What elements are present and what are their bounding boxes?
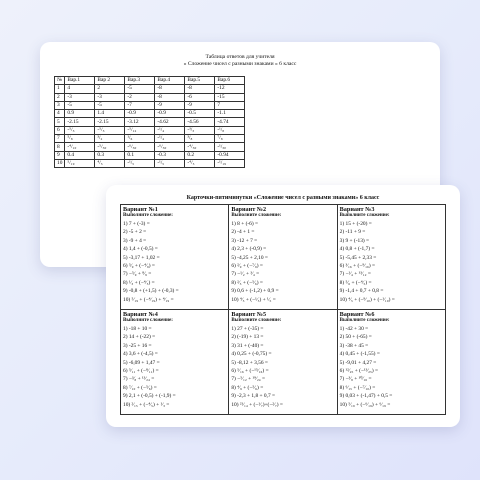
task-item: 8) ⁵⁄₆ + (−⁴⁄₅) = <box>339 279 372 286</box>
variant-header: Вариант №6 <box>339 311 375 318</box>
variant-card-5 <box>229 310 337 415</box>
answer-table-cell: -12 <box>215 85 245 93</box>
variants-row <box>121 205 446 310</box>
task-item: 3) -9 + 4 = <box>123 237 147 244</box>
answer-table-cell: -¹/₄ <box>155 135 185 143</box>
answer-table-row <box>55 101 245 109</box>
answer-table-cell: -¹/₅ <box>155 159 185 167</box>
task-item: 4) 0,45 + (-1,55) = <box>339 351 380 358</box>
answer-table-cell: -8 <box>155 85 185 93</box>
variant-header: Вариант №4 <box>123 311 158 318</box>
task-item: 1) 7 + (-3) = <box>123 221 150 227</box>
answer-table-cell: 0.9 <box>65 110 95 118</box>
task-item: 8) ²⁄₅ + (−⁵⁄₆) = <box>231 279 263 286</box>
answer-table-header-cell: Вар 2 <box>95 77 125 85</box>
answer-table-cell: 0.3 <box>95 151 125 159</box>
task-item: 4) 0,25 + (-0,75) = <box>231 351 272 358</box>
task-item: 1) -18 + 10 = <box>123 326 152 332</box>
task-item: 2) (-19) + 13 = <box>231 334 264 341</box>
task-sheet-title: Карточки-пятиминутки «Сложение чисел с разными знаками» 6 класс <box>186 195 380 201</box>
task-item: 9) -1,4 + 0,7 + 0,8 = <box>339 288 384 295</box>
answer-table-cell: -15 <box>215 93 245 101</box>
task-item: 7) −¹⁄₂ + ³⁄₄ = <box>231 271 260 278</box>
answer-table-cell: 3 <box>55 101 65 109</box>
answer-table-cell: 1.4 <box>95 110 125 118</box>
answer-table-header-row <box>55 77 245 85</box>
task-item: 10) ⁴⁄₅ + (−¹⁄₅) + ¹⁄₅ = <box>231 296 276 303</box>
answer-table-cell: -⁵/₃ <box>95 126 125 134</box>
answer-table-cell: -5 <box>125 85 155 93</box>
answer-table-cell: 0.4 <box>65 151 95 159</box>
variant-card-2 <box>229 205 337 310</box>
variant-card-3 <box>337 205 445 310</box>
task-item: 3) -25 + 16 = <box>123 342 152 349</box>
answer-table-cell: 7 <box>55 135 65 143</box>
task-item: 10) ²⁄₁₅ + (−⁴⁄₅) + ¹⁄₃ = <box>123 401 170 408</box>
answer-table-header-cell: Вар.6 <box>215 77 245 85</box>
variant-instruction: Выполните сложение: <box>339 213 390 218</box>
task-item: 6) ³⁄₁₆ + (−⁹⁄₁₆) = <box>339 263 376 270</box>
answer-table-cell: -6 <box>185 93 215 101</box>
answer-table-cell: -0.5 <box>185 110 215 118</box>
answer-table-cell: -2.15 <box>65 118 95 126</box>
answer-table-row <box>55 151 245 159</box>
variants-grid <box>120 204 446 415</box>
task-item: 8) ⁴⁄₉ + (−⁵⁄₆) = <box>231 384 264 391</box>
answer-table-header-cell: № <box>55 77 65 85</box>
answer-table-cell: 8 <box>55 143 65 151</box>
task-item: 6) ²⁄₉ + (−⁷⁄₉) = <box>231 263 263 270</box>
answer-table-cell: -9 <box>155 101 185 109</box>
task-item: 2) -11 + 9 = <box>339 229 366 236</box>
answer-table-cell: 4 <box>55 110 65 118</box>
task-item: 10) ²¹⁄₁₄ + (−¹⁄₇)+(−²⁄₇) = <box>231 401 283 408</box>
answer-table-cell: 4 <box>65 85 95 93</box>
answer-table-cell: ³/₂ <box>95 135 125 143</box>
task-item: 9) -2,3 + 1,8 + 0,7 = <box>231 393 276 400</box>
variant-header: Вариант №5 <box>231 311 267 318</box>
variant-instruction: Выполните сложение: <box>123 318 173 323</box>
task-item: 2) 50 + (-65) = <box>339 334 372 341</box>
variant-header: Вариант №2 <box>231 206 267 213</box>
answer-table-cell: ⁴/₅ <box>95 159 125 167</box>
answer-table-cell: -⁶/₃₀ <box>155 143 185 151</box>
answer-table-row <box>55 110 245 118</box>
task-item: 3) -12 + 7 = <box>231 237 258 244</box>
answer-table-header-cell: Вар.3 <box>125 77 155 85</box>
answer-table-cell: -⁴/₃₀ <box>185 143 215 151</box>
answer-table-cell: -3 <box>95 93 125 101</box>
task-item: 10) ⁵⁄₁₉ + (−⁶⁄₁₉) + ⁶⁄₁₉ = <box>339 401 391 408</box>
answer-table-header-cell: Вар.5 <box>185 77 215 85</box>
task-item: 4) 3,6 + (-4,5) = <box>123 351 158 358</box>
answer-table-title <box>40 54 440 67</box>
variant-card-1 <box>121 205 229 310</box>
answer-table-cell: -⁴/₅ <box>185 159 215 167</box>
answer-table-cell: -2 <box>125 93 155 101</box>
task-item: 5) -5,45 + 2,33 = <box>339 254 377 261</box>
answer-table-cell: -3 <box>65 93 95 101</box>
variant-instruction: Выполните сложение: <box>123 213 173 218</box>
answer-table-cell: -0.94 <box>215 151 245 159</box>
answer-table-cell: 5 <box>55 118 65 126</box>
task-item: 7) −³⁄₈ + ¹³⁄₂₄ = <box>123 376 155 383</box>
answer-table-header-cell: Вар.4 <box>155 77 185 85</box>
task-item: 5) -8,12 + 3,56 = <box>231 359 268 366</box>
task-item: 3) 31 + (-40) = <box>231 342 264 349</box>
answer-table-cell: -0.3 <box>155 151 185 159</box>
answer-table-cell: -9 <box>185 101 215 109</box>
answer-table-cell: -¹/₁₉ <box>215 159 245 167</box>
answer-table-cell: -0.9 <box>155 110 185 118</box>
task-item: 6) ⁵⁄₁₁ + (−⁸⁄₁₁) = <box>123 368 159 375</box>
variant-instruction: Выполните сложение: <box>339 318 390 323</box>
task-item: 9) 2,1 + (-0,5) + (-1,9) = <box>123 393 176 400</box>
answer-table-cell: 0.2 <box>185 151 215 159</box>
answer-table-cell: -³/₃ <box>185 126 215 134</box>
answer-table-cell: ¹/₆ <box>125 135 155 143</box>
task-item: 10) ⁵⁄₁₉ + (−⁴⁄₁₉) + ⁴⁄₁₉ = <box>123 296 174 303</box>
task-item: 4) 2,3 + (-0,9) = <box>231 246 267 253</box>
task-item: 1) 27 + (-35) = <box>231 326 264 332</box>
answer-table-cell: -⁶/₃₀ <box>125 143 155 151</box>
answer-table-cell: 0.1 <box>125 151 155 159</box>
task-item: 9) 0,03 + (-1,47) + 0,5 = <box>339 393 393 400</box>
answer-table-cell: -¹/₃₀ <box>215 143 245 151</box>
answer-table-cell: -¹/₈ <box>215 126 245 134</box>
answer-table-row <box>55 93 245 101</box>
answer-table-row <box>55 135 245 143</box>
task-item: 9) -0,8 + (+1,5) + (-0,3) = <box>123 288 179 295</box>
answer-table-cell: 9 <box>55 151 65 159</box>
answer-table-cell: 10 <box>55 159 65 167</box>
answer-table-cell: -⁵/₃₀ <box>95 143 125 151</box>
answer-title-line-2: « Сложение чисел с разными знаками » 6 класс <box>183 60 297 67</box>
task-item: 7) −¹⁄₄ + ¹³⁄₁₂ = <box>339 271 371 278</box>
task-item: 7) −³⁄₈ + ¹⁰⁄₁₆ = <box>339 376 372 383</box>
task-item: 5) -9,01 + 4,27 = <box>339 359 377 366</box>
answer-table-cell: 7 <box>215 101 245 109</box>
answer-table-cell: -5 <box>65 101 95 109</box>
task-item: 5) -3,17 + 1,02 = <box>123 254 160 261</box>
answer-table-cell: 2 <box>55 93 65 101</box>
answer-title-line-1: Таблица ответов для учителя <box>205 54 275 60</box>
task-item: 8) ⁷⁄₁₀ + (−⁵⁄₆) = <box>123 384 157 391</box>
answer-table-row <box>55 118 245 126</box>
task-item: 5) -6,09 + 1,47 = <box>123 359 160 366</box>
answer-table-row <box>55 126 245 134</box>
answer-table-cell: -2.15 <box>95 118 125 126</box>
task-item: 10) ⁴⁄₅ + (−⁹⁄₁₀) + (−¹⁄₁₀) = <box>339 296 395 303</box>
answer-table-cell: -⁴/₁₀ <box>65 143 95 151</box>
variant-instruction: Выполните сложение: <box>231 318 282 323</box>
task-item: 1) 8 + (-6) = <box>231 221 259 227</box>
answer-table-cell: ⁵/₈ <box>65 135 95 143</box>
task-item: 5) -4,25 + 2,10 = <box>231 254 268 261</box>
answer-table-cell: -¹/₅ <box>125 159 155 167</box>
task-item: 4) 1,4 + (-0,5) = <box>123 246 158 253</box>
answer-table-cell: -8 <box>185 85 215 93</box>
answer-table-cell: -4.62 <box>155 118 185 126</box>
variant-header: Вариант №3 <box>339 206 375 213</box>
task-item: 8) ⁶⁄₁₅ + (−⁷⁄₁₀) = <box>339 384 376 391</box>
answer-table-row <box>55 159 245 167</box>
answer-table-cell: -4.74 <box>215 118 245 126</box>
answer-table <box>54 76 245 168</box>
task-item: 6) ¹²⁄₂₅ + (−¹³⁄₂₅) = <box>339 368 379 375</box>
task-item: 7) −⁵⁄₉ + ⁸⁄₉ = <box>123 271 152 278</box>
answer-table-cell: -⁵/₃ <box>65 126 95 134</box>
answer-table-cell: 6 <box>55 126 65 134</box>
answer-table-cell: -7 <box>125 101 155 109</box>
task-cards-sheet <box>106 185 460 427</box>
variant-header: Вариант №1 <box>123 206 158 213</box>
answer-table-header-cell: Вар.1 <box>65 77 95 85</box>
variant-card-4 <box>121 310 229 415</box>
task-item: 1) -42 + 30 = <box>339 326 369 332</box>
task-item: 3) 9 + (-13) = <box>339 237 370 244</box>
answer-table-cell: 2 <box>95 85 125 93</box>
answer-table-cell: -1.1 <box>215 110 245 118</box>
task-item: 4) 0,8 + (-1,7) = <box>339 246 375 253</box>
answer-table-cell: -¹/₄ <box>155 126 185 134</box>
task-item: 9) 0,6 + (-1,2) + 0,9 = <box>231 288 279 295</box>
answer-table-cell: -⁵/₁₂ <box>125 126 155 134</box>
task-item: 7) −⁵⁄₁₂ + ¹⁹⁄₂₄ = <box>231 376 266 383</box>
task-item: 2) -5 + 2 = <box>123 229 147 236</box>
answer-table-cell: -5 <box>95 101 125 109</box>
task-item: 8) ¹⁄₃ + (−⁴⁄₅) = <box>123 279 155 286</box>
answer-table-cell: 1 <box>55 85 65 93</box>
answer-table-cell: ⁵/₁₉ <box>65 159 95 167</box>
task-item: 2) 14 + (-22) = <box>123 334 156 341</box>
variants-row <box>121 310 446 415</box>
variant-card-6 <box>337 310 445 415</box>
variant-instruction: Выполните сложение: <box>231 213 282 218</box>
answer-table-cell: ³/₈ <box>185 135 215 143</box>
answer-table-cell: -4.56 <box>185 118 215 126</box>
task-item: 6) ⁵⁄₁₆ + (−¹⁵⁄₁₆) = <box>231 368 269 375</box>
answer-table-cell: -8 <box>155 93 185 101</box>
answer-table-row <box>55 85 245 93</box>
answer-table-cell: -3.12 <box>125 118 155 126</box>
task-item: 3) -38 + 45 = <box>339 342 369 349</box>
answer-table-cell: -0.9 <box>125 110 155 118</box>
answer-table-cell: ⁷/₈ <box>215 135 245 143</box>
task-item: 2) -4 + 1 = <box>231 229 255 236</box>
task-item: 1) 15 + (-20) = <box>339 221 372 227</box>
answer-table-row <box>55 143 245 151</box>
task-item: 6) ⁵⁄₉ + (−⁴⁄₉) = <box>123 263 155 270</box>
